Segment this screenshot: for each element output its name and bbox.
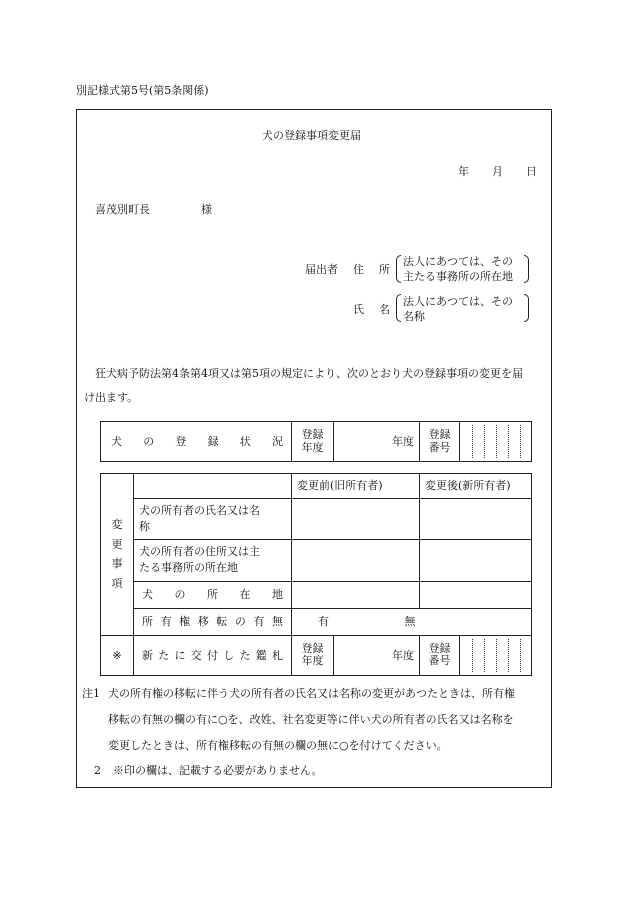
reg-no-label-2: 番号 (428, 440, 451, 454)
new-tag-no-label-cell (420, 635, 460, 675)
ownership-yes-option[interactable]: 有 (318, 615, 329, 628)
body-text-line1: 狂犬病予防法第4条第4項又は第5項の規定により、次のとおり犬の登録事項の変更を届 (95, 367, 523, 380)
reg-no-input[interactable] (460, 422, 532, 462)
note1-line3: 変更したときは、所有権移転の有無の欄の無に○を付けてください。 (108, 739, 448, 752)
name-bracket-right (524, 294, 529, 322)
owner-address-before-input[interactable] (292, 540, 420, 581)
reg-year-label-1: 登録 (301, 427, 324, 441)
col-before-header (292, 474, 420, 499)
note1-line2: 移転の有無の欄の有に○を、改姓、社名変更等に伴い犬の所有者の氏名又は名称を (108, 713, 514, 726)
body-text-line2: け出ます。 (84, 391, 139, 404)
applicant-label: 届出者 (305, 263, 338, 276)
form-number-label: 別記様式第5号(第5条関係) (76, 84, 209, 97)
new-tag-year-label-2: 年度 (301, 654, 324, 668)
new-tag-year-label-1: 登録 (301, 641, 324, 655)
address-bracket-left (396, 255, 401, 283)
side-char-2: 更 (111, 537, 123, 551)
registration-status-table (100, 421, 532, 462)
registration-status-text: 犬の登録状況 (111, 434, 283, 448)
side-char-4: 項 (111, 577, 123, 591)
reg-no-label-cell (420, 422, 460, 462)
col-after-header (420, 474, 532, 499)
address-bracket-right (524, 255, 529, 283)
address-label: 住 所 (353, 263, 392, 276)
owner-name-after-input[interactable] (420, 499, 532, 540)
row-owner-name-label (134, 499, 292, 540)
new-tag-year-suffix: 年度 (392, 648, 414, 662)
name-note-line1: 法人にあつては、その (403, 295, 513, 308)
row1-line2: 称 (139, 520, 150, 534)
honorific: 様 (201, 203, 212, 216)
side-char-3: 事 (111, 557, 123, 571)
row5-mark: ※ (112, 648, 122, 662)
row2-line1: 犬の所有者の住所又は主 (139, 545, 260, 559)
reg-year-label-2: 年度 (301, 440, 324, 454)
new-tag-no-label-1: 登録 (428, 641, 451, 655)
reg-no-label-1: 登録 (428, 427, 451, 441)
header-blank-cell (134, 474, 292, 499)
row-new-tag-label (134, 635, 292, 675)
row-dog-location-label (134, 581, 292, 608)
new-tag-year-label-cell (292, 635, 334, 675)
row5-text: 新たに交付した鑑札 (142, 648, 283, 662)
name-label: 氏 名 (353, 303, 392, 316)
note1-prefix: 注1 (82, 687, 100, 700)
addressee: 喜茂別町長 (95, 203, 150, 216)
col-before-text: 変更前(旧所有者) (297, 479, 383, 493)
note2-prefix: 2 (94, 764, 101, 777)
name-bracket-left (396, 294, 401, 322)
change-table (100, 473, 532, 676)
owner-name-before-input[interactable] (292, 499, 420, 540)
date-day-label: 日 (526, 165, 537, 178)
row3-text: 犬の所在地 (142, 587, 283, 601)
row5-mark-cell (101, 635, 134, 675)
reg-year-suffix: 年度 (392, 434, 414, 448)
form-title: 犬の登録事項変更届 (262, 129, 361, 142)
reg-year-label-cell (292, 422, 334, 462)
address-note-line2: 主たる事務所の所在地 (403, 270, 513, 283)
reg-year-input[interactable] (334, 422, 420, 462)
registration-status-label (101, 422, 292, 462)
col-after-text: 変更後(新所有者) (425, 479, 511, 493)
change-items-side-label (101, 474, 134, 636)
row1-line1: 犬の所有者の氏名又は名 (139, 504, 260, 518)
ownership-transfer-choice (292, 608, 532, 635)
dog-location-before-input[interactable] (292, 581, 420, 608)
row2-line2: たる事務所の所在地 (139, 561, 238, 575)
row-ownership-transfer-label (134, 608, 292, 635)
date-month-label: 月 (492, 165, 503, 178)
note1-line1: 犬の所有権の移転に伴う犬の所有者の氏名又は名称の変更があつたときは、所有権 (108, 687, 515, 700)
new-tag-no-label-2: 番号 (428, 654, 451, 668)
owner-address-after-input[interactable] (420, 540, 532, 581)
side-char-1: 変 (111, 517, 123, 531)
note2-text: ※印の欄は、記載する必要がありません。 (113, 764, 323, 777)
dog-location-after-input[interactable] (420, 581, 532, 608)
new-tag-no-input[interactable] (460, 635, 532, 675)
new-tag-year-input[interactable] (334, 635, 420, 675)
date-year-label: 年 (458, 165, 469, 178)
ownership-no-option[interactable]: 無 (404, 615, 416, 628)
address-note-line1: 法人にあつては、その (403, 255, 513, 268)
row-owner-address-label (134, 540, 292, 581)
name-note-line2: 名称 (403, 310, 425, 323)
row4-text: 所有権移転の有無 (142, 615, 283, 628)
